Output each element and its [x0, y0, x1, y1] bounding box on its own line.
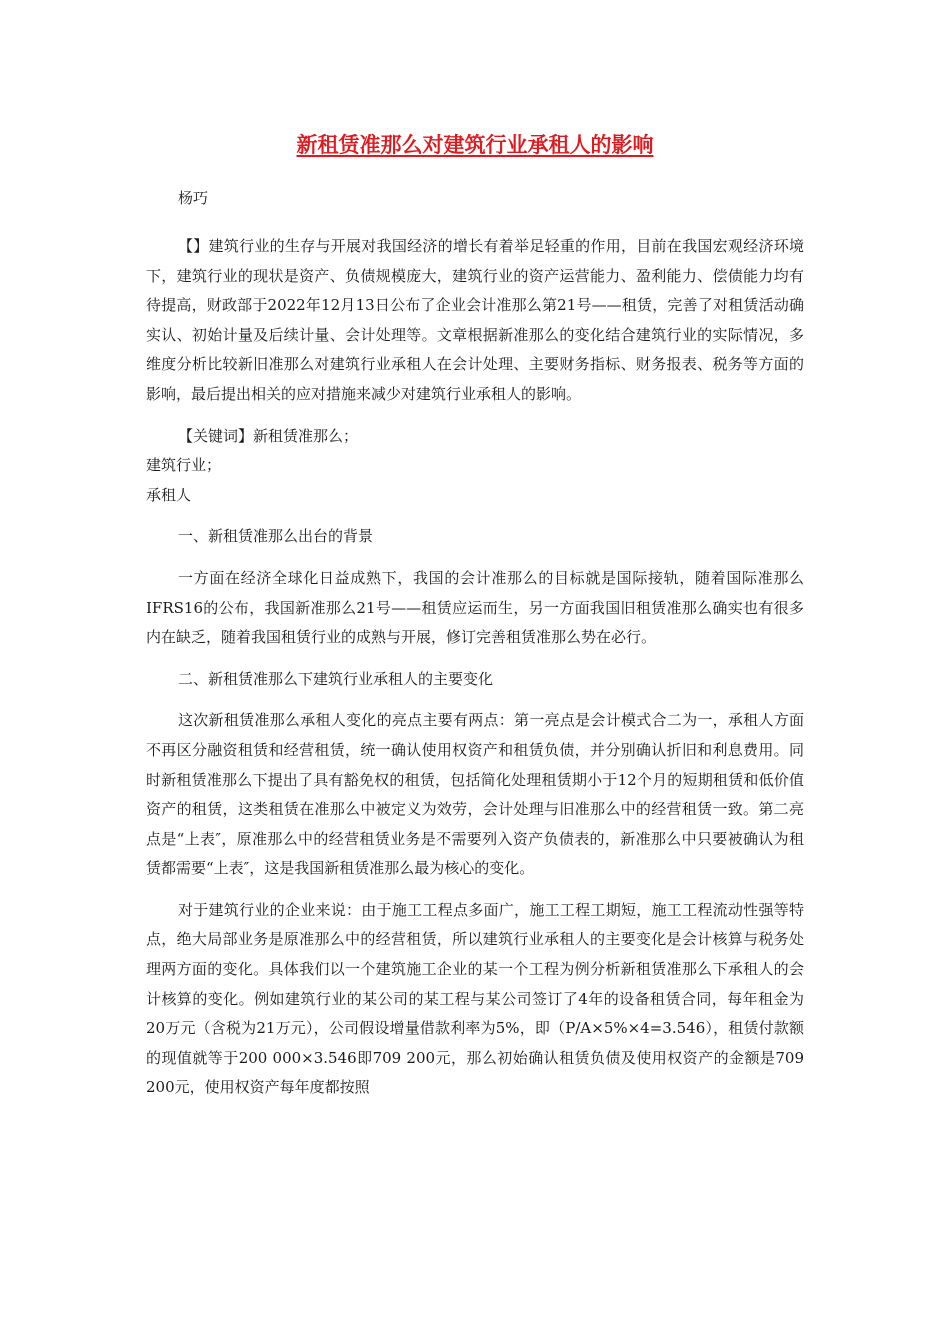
- document-page: [146, 130, 804, 1115]
- section-1-heading: 一、新租赁准那么出台的背景: [178, 527, 374, 546]
- keywords-line-3: 承租人: [146, 485, 192, 504]
- section-2-heading: 二、新租赁准那么下建筑行业承租人的主要变化: [178, 669, 494, 688]
- section-2-paragraph-1: 这次新租赁准那么承租人变化的亮点主要有两点：第一亮点是会计模式合二为一，承租人方面不再区分融资租赁和经营租赁，统一确认使用权资产和租赁负债，并分别确认折旧和利息费用。同时新租赁准那么下提出了具有豁免权的租赁，包括简化处理租赁期小于12个月的短期租赁和低价值资产的租赁，这类租赁在准那么中被定义为效劳，会计处理与旧准那么中的经营租赁一致。第二亮点是“上表″，原准那么中的经营租赁业务是不需要列入资产负债表的，新准那么中只要被确认为租赁都需要“上表″，这是我国新租赁准那么最为核心的变化。: [146, 711, 804, 878]
- keywords-block: [146, 422, 804, 511]
- abstract-paragraph: 【】建筑行业的生存与开展对我国经济的增长有着举足轻重的作用，目前在我国宏观经济环境下，建筑行业的现状是资产、负债规模庞大，建筑行业的资产运营能力、盈利能力、偿债能力均有待提高，财政部于2022年12月13日公布了企业会计准那么第21号——租赁，完善了对租赁活动确实认、初始计量及后续计量、会计处理等。文章根据新准那么的变化结合建筑行业的实际情况，多维度分析比较新旧准那么对建筑行业承租人在会计处理、主要财务指标、财务报表、税务等方面的影响，最后提出相关的应对措施来减少对建筑行业承租人的影响。: [146, 237, 804, 403]
- keywords-line-2: 建筑行业；: [146, 456, 222, 475]
- section-1-paragraph: 一方面在经济全球化日益成熟下，我国的会计准那么的目标就是国际接轨，随着国际准那么IFRS16的公布，我国新准那么21号——租赁应运而生，另一方面我国旧租赁准那么确实也有很多内在缺乏，随着我国租赁行业的成熟与开展，修订完善租赁准那么势在必行。: [146, 568, 804, 647]
- document-title: 新租赁准那么对建筑行业承租人的影响: [296, 133, 654, 157]
- keywords-line-1: 【关键词】新租赁准那么；: [178, 426, 359, 445]
- author-name: 杨巧: [178, 189, 209, 207]
- section-2-paragraph-2: 对于建筑行业的企业来说：由于施工工程点多面广，施工工程工期短，施工工程流动性强等特点，绝大局部业务是原准那么中的经营租赁，所以建筑行业承租人的主要变化是会计核算与税务处理两方面的变化。具体我们以一个建筑施工企业的某一个工程为例分析新租赁准那么下承租人的会计核算的变化。例如建筑行业的某公司的某工程与某公司签订了4年的设备租赁合同，每年租金为20万元（含税为21万元），公司假设增量借款利率为5%，即（P/A×5%×4=3.546），租赁付款额的现值就等于200 000×3.546即709 200元，那么初始确认租赁负债及使用权资产的金额是709 200元，使用权资产每年度都按照: [146, 900, 804, 1097]
